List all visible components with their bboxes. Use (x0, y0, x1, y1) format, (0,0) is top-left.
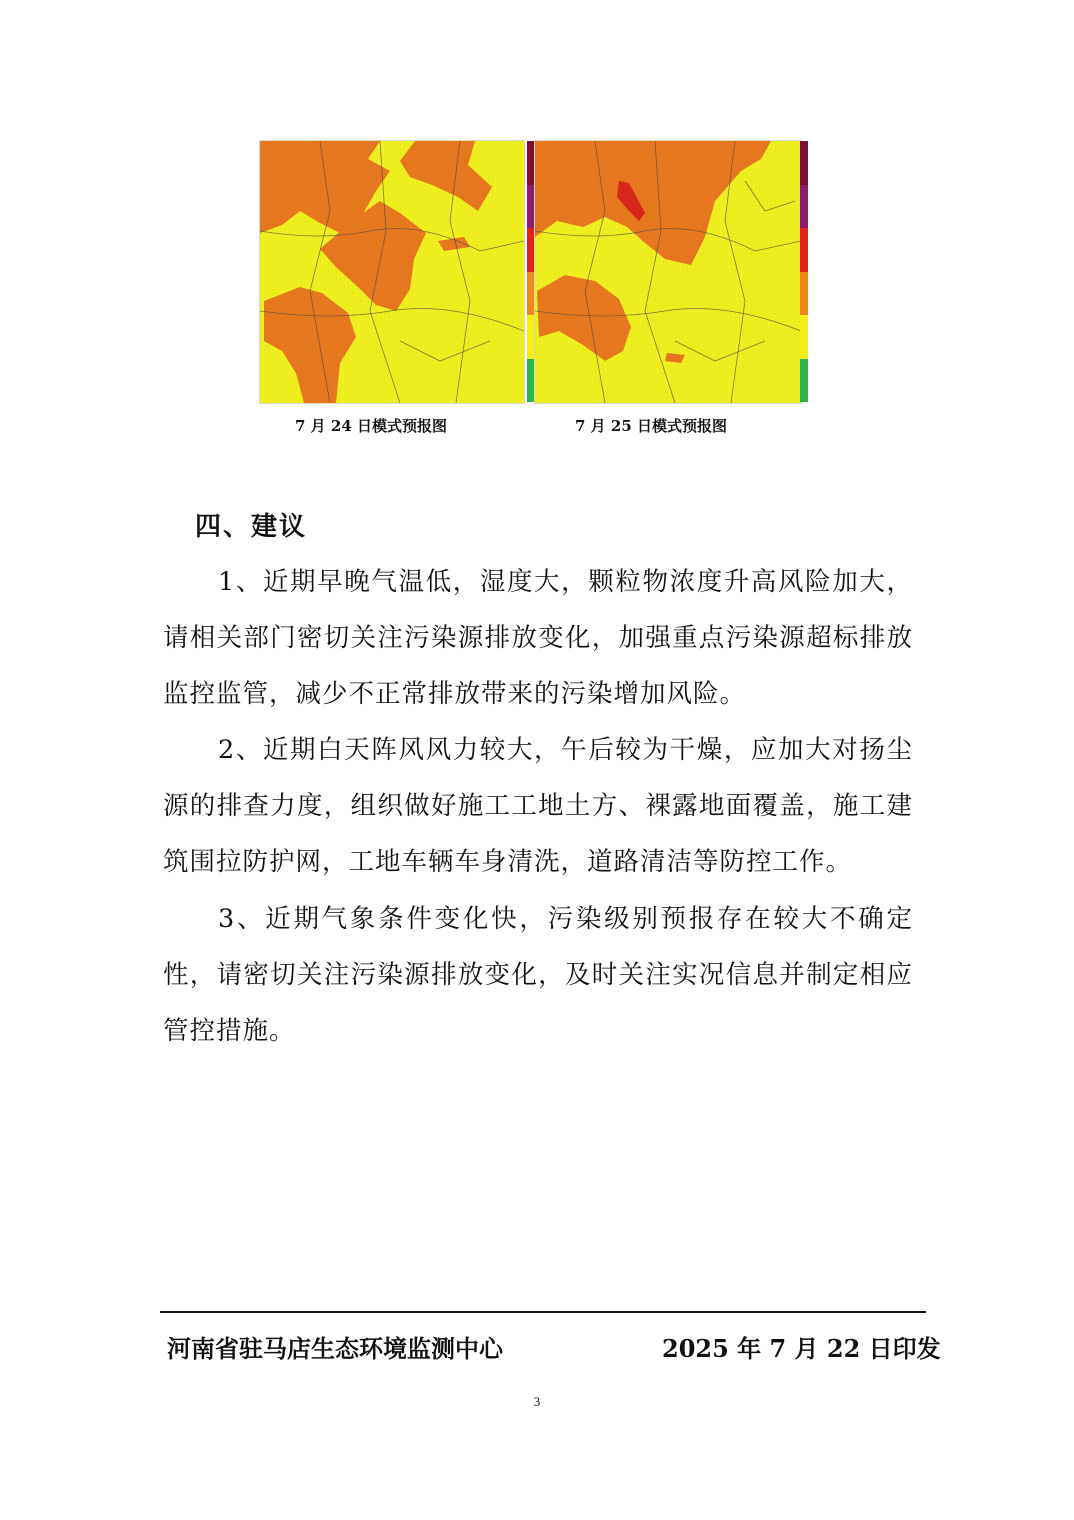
paragraph-2: 2、近期白天阵风风力较大，午后较为干燥，应加大对扬尘源的排查力度，组织做好施工工地土方、裸露地面覆盖，施工建筑围拉防护网，工地车辆车身清洗，道路清洁等防控工作。 (163, 735, 913, 877)
legend-swatch (800, 272, 808, 316)
section-heading: 四、建议 (195, 512, 308, 542)
figure-caption-left: 7 月 24 日模式预报图 (295, 417, 447, 435)
legend-swatch (800, 228, 808, 272)
paragraph-1: 1、近期早晚气温低，湿度大，颗粒物浓度升高风险加大，请相关部门密切关注污染源排放变化，加强重点污染源超标排放监控监管，减少不正常排放带来的污染增加风险。 (163, 567, 913, 709)
legend-swatch (800, 141, 808, 185)
footer-divider (160, 1311, 926, 1313)
legend-swatch (800, 185, 808, 229)
page-number: 3 (533, 1394, 541, 1409)
figure-caption-right: 7 月 25 日模式预报图 (575, 417, 727, 435)
issue-date: 2025 年 7 月 22 日印发 (662, 1334, 941, 1363)
paragraph-3: 3、近期气象条件变化快，污染级别预报存在较大不确定性，请密切关注污染源排放变化，及时关注实况信息并制定相应管控措施。 (163, 904, 913, 1046)
forecast-map-jul24-graphic (260, 141, 524, 403)
forecast-map-jul25-graphic (535, 141, 801, 403)
legend-swatch (800, 359, 808, 403)
color-scale-right (800, 141, 808, 402)
legend-swatch (800, 315, 808, 359)
forecast-map-jul24 (259, 140, 525, 404)
forecast-map-jul25 (534, 140, 802, 404)
issuing-organization: 河南省驻马店生态环境监测中心 (167, 1334, 503, 1363)
